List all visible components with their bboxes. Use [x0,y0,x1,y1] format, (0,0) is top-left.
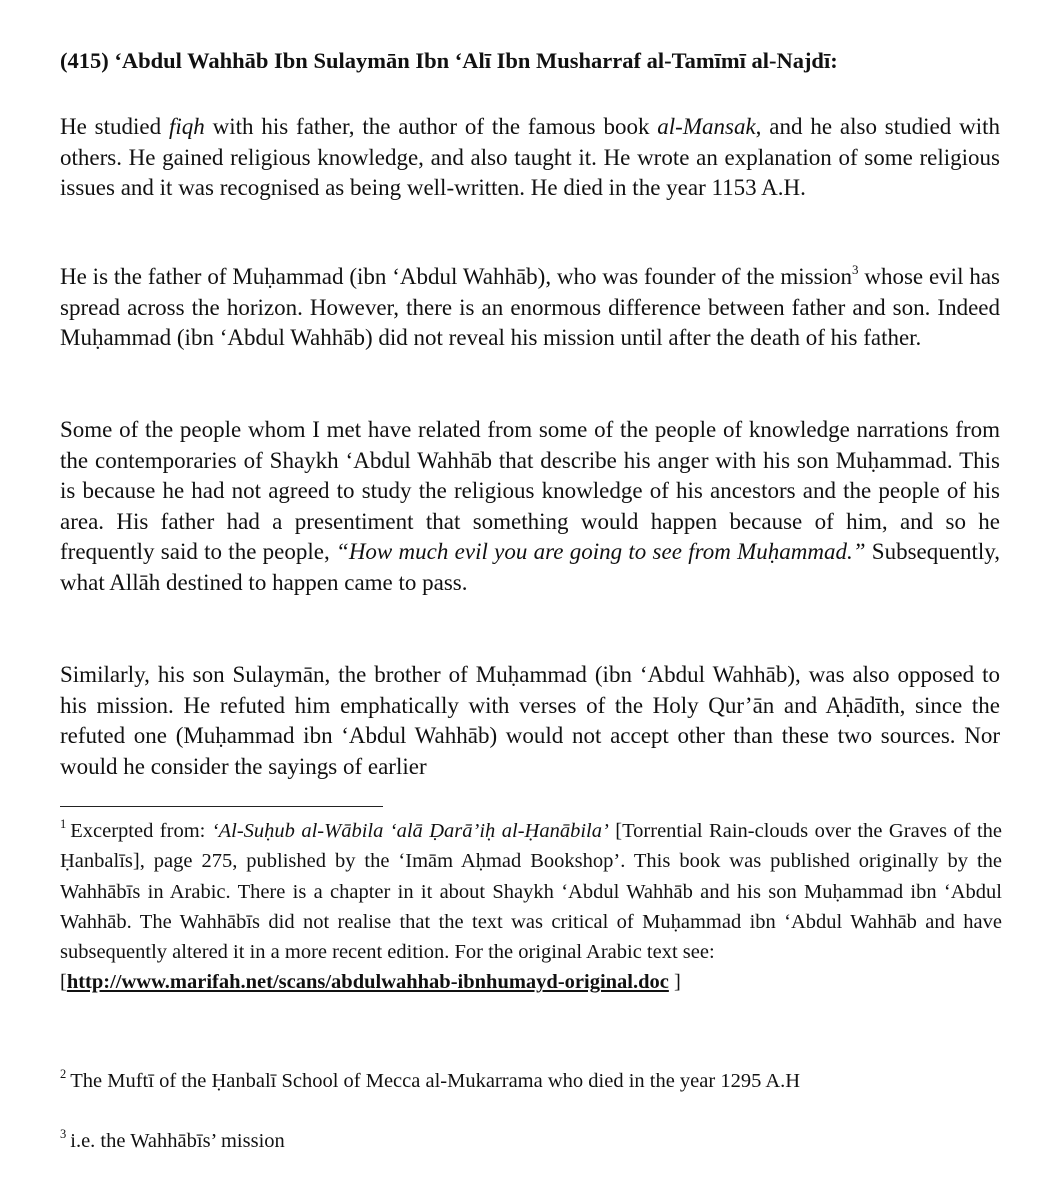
footnote-2-text: The Muftī of the Ḥanbalī School of Mecca al-Mukarrama who died in the year 1295 A.H [70,1070,801,1092]
p1-italic-book-title: al-Mansak [657,114,756,139]
footnote-1-title: ‘Al-Suḥub al-Wābila ‘alā Ḍarā’iḥ al-Ḥanābila’ [211,820,609,842]
paragraph-3 [60,415,1000,599]
paragraph-2 [60,262,1000,354]
footnote-3-text: i.e. the Wahhābīs’ mission [70,1130,285,1152]
footnote-1 [60,816,1002,998]
p3-quote: “How much evil you are going to see from Muḥammad.” [336,539,866,565]
p4-text-1: Similarly, his son Sulaymān, the brother of Muḥammad (ibn ‘Abdul Wahhāb), was also opposed to his mission. He refuted him emphatically with verses of the Holy Qur’ān and Aḥādīth, since the refuted one (Muḥammad ibn ‘Abdul Wahhāb) would not accept other than these two sources. Nor would he consider the sayings of earlier [60,662,1000,779]
paragraph-1 [60,112,1000,204]
p1-text-1: He studied [60,114,169,139]
footnote-2-mark: 2 [60,1067,67,1081]
p2-text-2: whose evil has spread across the horizon. However, there is an enormous difference between father and son. Indeed Muḥammad (ibn ‘Abdul Wahhāb) did not reveal his mission until after the death of his father. [60,264,1000,351]
footnote-separator [60,806,383,807]
p1-text-3: , and he also studied with others. He gained religious knowledge, and also taught it. He wrote an explanation of some religious issues and it was recognised as being well-written. He died in the year 1153 A.H. [60,114,1000,201]
p3-text-2: Subsequently, what Allāh destined to happen came to pass. [60,539,1000,595]
footnote-1-bracket-open: [ [60,971,67,994]
p1-italic-fiqh: fiqh [168,114,205,139]
footnote-2 [60,1066,1002,1096]
footnote-1-text-2: [Torrential Rain-clouds over the Graves of the Ḥanbalīs], page 275, published by the ‘Imām Aḥmad Bookshop’. This book was published originally by the Wahhābīs in Arabic. There is a chapter in it about Shaykh ‘Abdul Wahhāb and his son Muḥammad ibn ‘Abdul Wahhāb. The Wahhābīs did not realise that the text was critical of Muḥammad ibn ‘Abdul Wahhāb and have subsequently altered it in a more recent edition. For the original Arabic text see: [60,820,1003,964]
p3-text-1: Some of the people whom I met have related from some of the people of knowledge narrations from the contemporaries of Shaykh ‘Abdul Wahhāb that describe his anger with his son Muḥammad. This is because he had not agreed to study the religious knowledge of his ancestors and the people of his area. His father had a presentiment that something would happen because of him, and so he frequently said to the people, [60,417,1000,565]
footnote-1-text-1: Excerpted from: [70,820,212,842]
entry-heading: (415) ‘Abdul Wahhāb Ibn Sulaymān Ibn ‘Alī Ibn Musharraf al-Tamīmī al-Najdī: [60,48,838,73]
footnote-1-link[interactable]: http://www.marifah.net/scans/abdulwahhab-ibnhumayd-original.doc [66,971,669,994]
footnote-3 [60,1126,1002,1156]
paragraph-4 [60,660,1000,782]
p2-text-1: He is the father of Muḥammad (ibn ‘Abdul Wahhāb), who was founder of the mission [60,264,852,289]
footnote-ref-3[interactable]: 3 [851,262,859,277]
p1-text-2: with his father, the author of the famous book [204,114,658,139]
footnote-3-mark: 3 [60,1127,67,1141]
footnote-1-bracket-close: ] [668,971,681,994]
footnote-1-mark: 1 [60,817,67,831]
